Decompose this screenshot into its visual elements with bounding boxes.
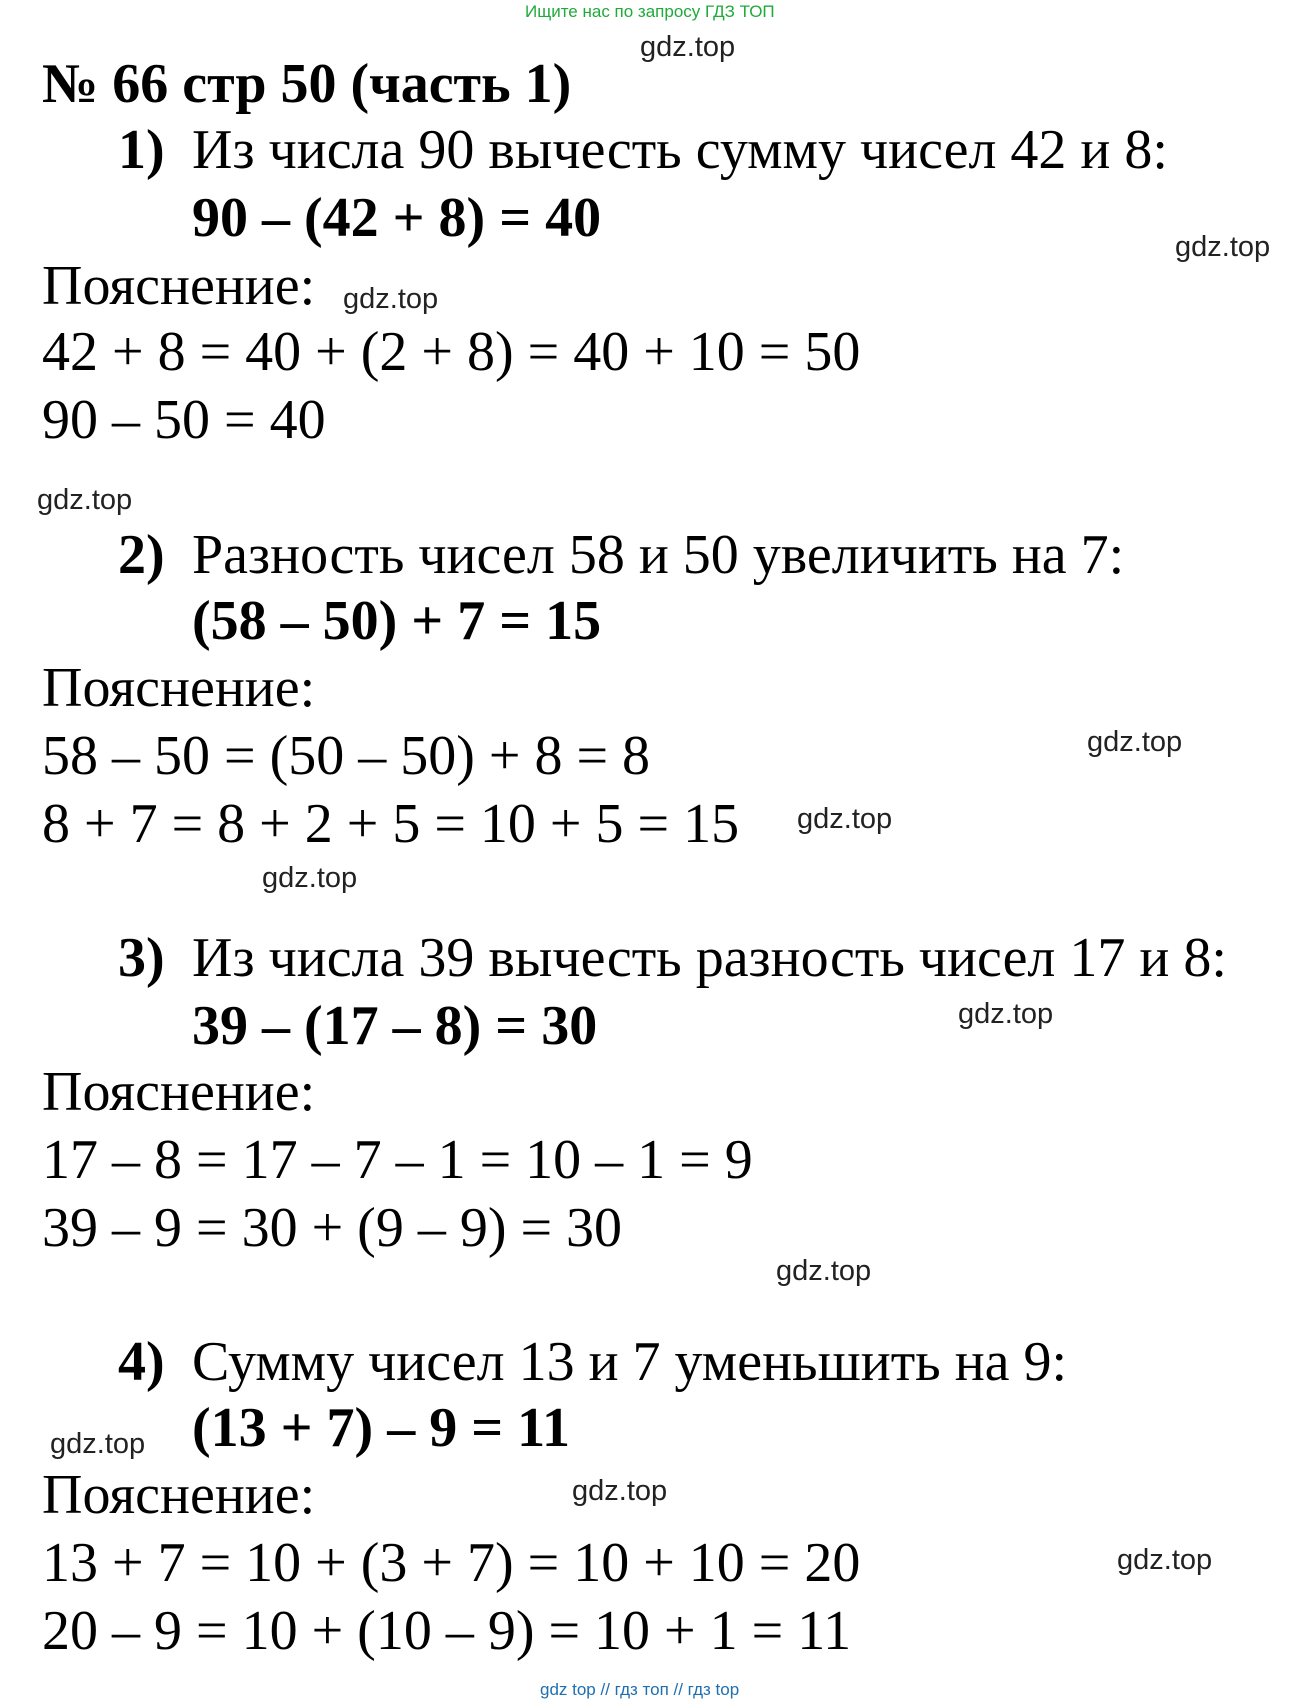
task-3-number: 3) <box>118 927 165 989</box>
task-2-explanation-label: Пояснение: <box>42 657 316 719</box>
footer-watermark: gdz top // гдз топ // гдз top <box>540 1680 740 1699</box>
task-2-expression: (58 – 50) + 7 = 15 <box>192 590 602 652</box>
task-1-statement: Из числа 90 вычесть сумму чисел 42 и 8: <box>192 119 1168 181</box>
task-2-statement: Разность чисел 58 и 50 увеличить на 7: <box>192 524 1125 586</box>
task-2-line-1: 58 – 50 = (50 – 50) + 8 = 8 <box>42 725 651 787</box>
task-1-expression: 90 – (42 + 8) = 40 <box>192 187 602 249</box>
task-1-number: 1) <box>118 119 165 181</box>
task-3-line-1: 17 – 8 = 17 – 7 – 1 = 10 – 1 = 9 <box>42 1129 753 1191</box>
task-3-expression: 39 – (17 – 8) = 30 <box>192 995 598 1057</box>
watermark: gdz.top <box>776 1255 872 1287</box>
task-4-statement: Сумму чисел 13 и 7 уменьшить на 9: <box>192 1331 1068 1393</box>
task-4-line-2: 20 – 9 = 10 + (10 – 9) = 10 + 1 = 11 <box>42 1600 852 1662</box>
task-2-line-2: 8 + 7 = 8 + 2 + 5 = 10 + 5 = 15 <box>42 793 740 855</box>
search-banner: Ищите нас по запросу ГДЗ ТОП <box>525 2 775 21</box>
watermark: gdz.top <box>958 998 1054 1030</box>
watermark: gdz.top <box>572 1475 668 1507</box>
task-4-line-1: 13 + 7 = 10 + (3 + 7) = 10 + 10 = 20 <box>42 1532 861 1594</box>
task-3-statement: Из числа 39 вычесть разность чисел 17 и 8: <box>192 927 1227 989</box>
task-3-line-2: 39 – 9 = 30 + (9 – 9) = 30 <box>42 1197 623 1259</box>
watermark: gdz.top <box>343 283 439 315</box>
task-4-explanation-label: Пояснение: <box>42 1464 316 1526</box>
task-1-line-2: 90 – 50 = 40 <box>42 389 326 451</box>
watermark: gdz.top <box>50 1428 146 1460</box>
task-1-explanation-label: Пояснение: <box>42 255 316 317</box>
watermark: gdz.top <box>1175 231 1271 263</box>
watermark: gdz.top <box>1087 726 1183 758</box>
watermark: gdz.top <box>1117 1544 1213 1576</box>
page-title: № 66 стр 50 (часть 1) <box>42 53 572 115</box>
watermark: gdz.top <box>640 31 736 63</box>
task-2-number: 2) <box>118 524 165 586</box>
task-1-line-1: 42 + 8 = 40 + (2 + 8) = 40 + 10 = 50 <box>42 321 861 383</box>
watermark: gdz.top <box>262 862 358 894</box>
task-4-number: 4) <box>118 1331 165 1393</box>
watermark: gdz.top <box>37 484 133 516</box>
task-3-explanation-label: Пояснение: <box>42 1061 316 1123</box>
watermark: gdz.top <box>797 803 893 835</box>
task-4-expression: (13 + 7) – 9 = 11 <box>192 1397 571 1459</box>
